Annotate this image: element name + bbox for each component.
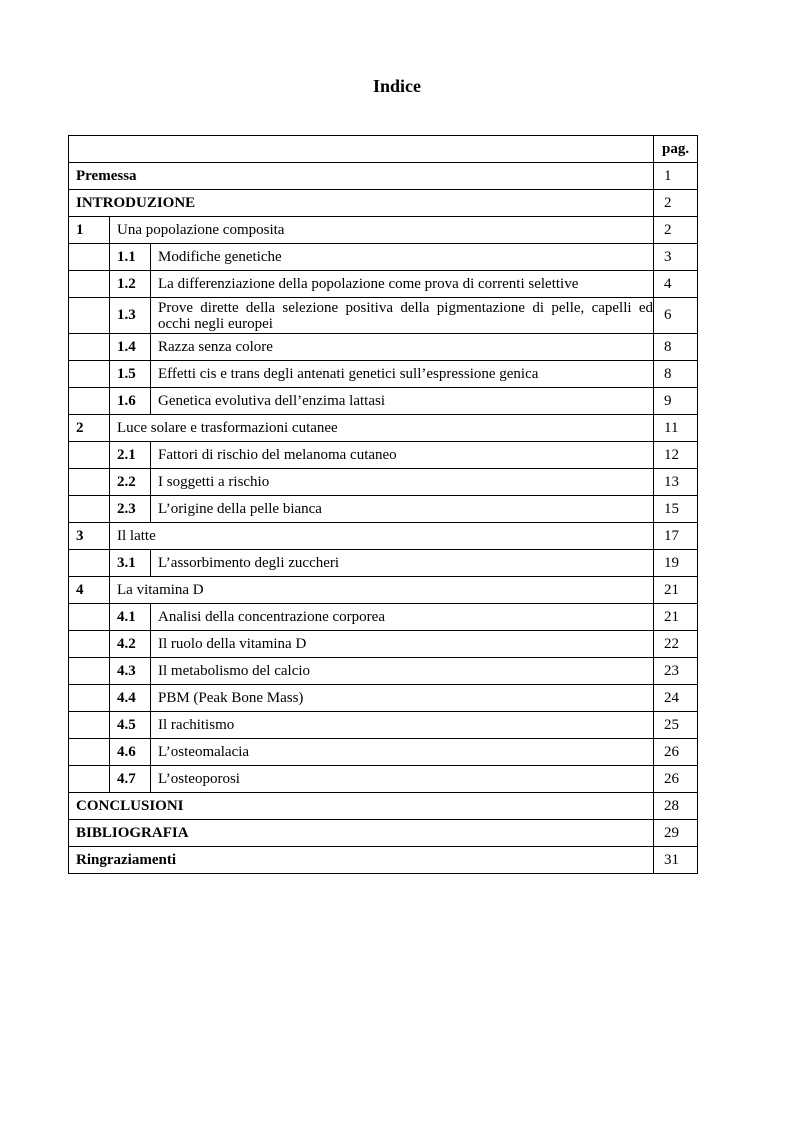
toc-body	[69, 136, 698, 874]
section-number: 4.5	[110, 712, 151, 739]
toc-entry-title: L’osteomalacia	[151, 739, 654, 766]
page-number: 28	[654, 793, 698, 820]
section-number: 2.1	[110, 442, 151, 469]
toc-entry-title: PBM (Peak Bone Mass)	[151, 685, 654, 712]
section-number: 1.2	[110, 271, 151, 298]
page-number: 21	[654, 604, 698, 631]
toc-row	[69, 820, 698, 847]
chapter-number: 1	[69, 217, 110, 244]
toc-entry-title: Il metabolismo del calcio	[151, 658, 654, 685]
indent-cell	[69, 244, 110, 271]
toc-row	[69, 766, 698, 793]
toc-entry-title: Il rachitismo	[151, 712, 654, 739]
toc-row	[69, 442, 698, 469]
section-number: 4.4	[110, 685, 151, 712]
indent-cell	[69, 712, 110, 739]
toc-entry-title: Premessa	[69, 163, 654, 190]
indent-cell	[69, 469, 110, 496]
section-number: 1.1	[110, 244, 151, 271]
toc-entry-title: Fattori di rischio del melanoma cutaneo	[151, 442, 654, 469]
toc-entry-title: Il latte	[110, 523, 654, 550]
toc-entry-title: La vitamina D	[110, 577, 654, 604]
section-number: 4.2	[110, 631, 151, 658]
toc-row	[69, 298, 698, 334]
page-number: 13	[654, 469, 698, 496]
page-number: 6	[654, 298, 698, 334]
toc-row	[69, 496, 698, 523]
toc-row	[69, 361, 698, 388]
toc-row	[69, 163, 698, 190]
toc-row	[69, 244, 698, 271]
toc-row	[69, 415, 698, 442]
toc-entry-title: Ringraziamenti	[69, 847, 654, 874]
toc-row	[69, 388, 698, 415]
toc-row	[69, 550, 698, 577]
page-number: 23	[654, 658, 698, 685]
indent-cell	[69, 739, 110, 766]
toc-entry-title: Genetica evolutiva dell’enzima lattasi	[151, 388, 654, 415]
toc-entry-title: Una popolazione composita	[110, 217, 654, 244]
toc-entry-title: L’origine della pelle bianca	[151, 496, 654, 523]
section-number: 3.1	[110, 550, 151, 577]
toc-header-row	[69, 136, 698, 163]
page-title: Indice	[372, 76, 421, 96]
toc-entry-title: L’assorbimento degli zuccheri	[151, 550, 654, 577]
page-number: 11	[654, 415, 698, 442]
page-number: 1	[654, 163, 698, 190]
toc-row	[69, 847, 698, 874]
header-blank-cell	[69, 136, 654, 163]
page-number: 15	[654, 496, 698, 523]
chapter-number: 4	[69, 577, 110, 604]
page-number: 12	[654, 442, 698, 469]
page-number: 2	[654, 190, 698, 217]
section-number: 2.2	[110, 469, 151, 496]
toc-row	[69, 712, 698, 739]
section-number: 1.3	[110, 298, 151, 334]
toc-entry-title: Prove dirette della selezione positiva della pigmentazione di pelle, capelli ed occhi negli europei	[151, 298, 654, 334]
indent-cell	[69, 298, 110, 334]
page-number: 26	[654, 739, 698, 766]
chapter-number: 3	[69, 523, 110, 550]
section-number: 4.1	[110, 604, 151, 631]
section-number: 1.6	[110, 388, 151, 415]
section-number: 4.7	[110, 766, 151, 793]
section-number: 4.6	[110, 739, 151, 766]
page-number: 3	[654, 244, 698, 271]
indent-cell	[69, 766, 110, 793]
indent-cell	[69, 685, 110, 712]
section-number: 1.4	[110, 334, 151, 361]
toc-row	[69, 793, 698, 820]
indent-cell	[69, 658, 110, 685]
section-number: 4.3	[110, 658, 151, 685]
toc-entry-title: L’osteoporosi	[151, 766, 654, 793]
toc-entry-title: INTRODUZIONE	[69, 190, 654, 217]
page-number: 31	[654, 847, 698, 874]
toc-entry-title: La differenziazione della popolazione come prova di correnti selettive	[151, 271, 654, 298]
toc-row	[69, 469, 698, 496]
table-of-contents	[68, 135, 698, 874]
page-number: 4	[654, 271, 698, 298]
toc-row	[69, 217, 698, 244]
indent-cell	[69, 361, 110, 388]
indent-cell	[69, 271, 110, 298]
page-number: 21	[654, 577, 698, 604]
toc-entry-title: Effetti cis e trans degli antenati genetici sull’espressione genica	[151, 361, 654, 388]
toc-entry-title: Luce solare e trasformazioni cutanee	[110, 415, 654, 442]
toc-row	[69, 631, 698, 658]
toc-row	[69, 577, 698, 604]
toc-entry-title: Analisi della concentrazione corporea	[151, 604, 654, 631]
section-number: 1.5	[110, 361, 151, 388]
page-number: 22	[654, 631, 698, 658]
indent-cell	[69, 496, 110, 523]
toc-row	[69, 658, 698, 685]
toc-row	[69, 334, 698, 361]
page-number: 26	[654, 766, 698, 793]
toc-entry-title: Razza senza colore	[151, 334, 654, 361]
indent-cell	[69, 334, 110, 361]
toc-entry-title: BIBLIOGRAFIA	[69, 820, 654, 847]
indent-cell	[69, 631, 110, 658]
page-number: 25	[654, 712, 698, 739]
page-number: 19	[654, 550, 698, 577]
toc-entry-title: I soggetti a rischio	[151, 469, 654, 496]
toc-row	[69, 739, 698, 766]
toc-row	[69, 685, 698, 712]
page-number: 17	[654, 523, 698, 550]
indent-cell	[69, 388, 110, 415]
toc-entry-title: CONCLUSIONI	[69, 793, 654, 820]
indent-cell	[69, 442, 110, 469]
indent-cell	[69, 550, 110, 577]
page-number: 8	[654, 334, 698, 361]
page-number: 8	[654, 361, 698, 388]
toc-row	[69, 190, 698, 217]
page-number: 24	[654, 685, 698, 712]
toc-entry-title: Modifiche genetiche	[151, 244, 654, 271]
page-column-header: pag.	[654, 136, 698, 163]
page-number: 29	[654, 820, 698, 847]
section-number: 2.3	[110, 496, 151, 523]
toc-row	[69, 604, 698, 631]
page-number: 2	[654, 217, 698, 244]
chapter-number: 2	[69, 415, 110, 442]
toc-row	[69, 523, 698, 550]
toc-row	[69, 271, 698, 298]
page-number: 9	[654, 388, 698, 415]
indent-cell	[69, 604, 110, 631]
toc-entry-title: Il ruolo della vitamina D	[151, 631, 654, 658]
